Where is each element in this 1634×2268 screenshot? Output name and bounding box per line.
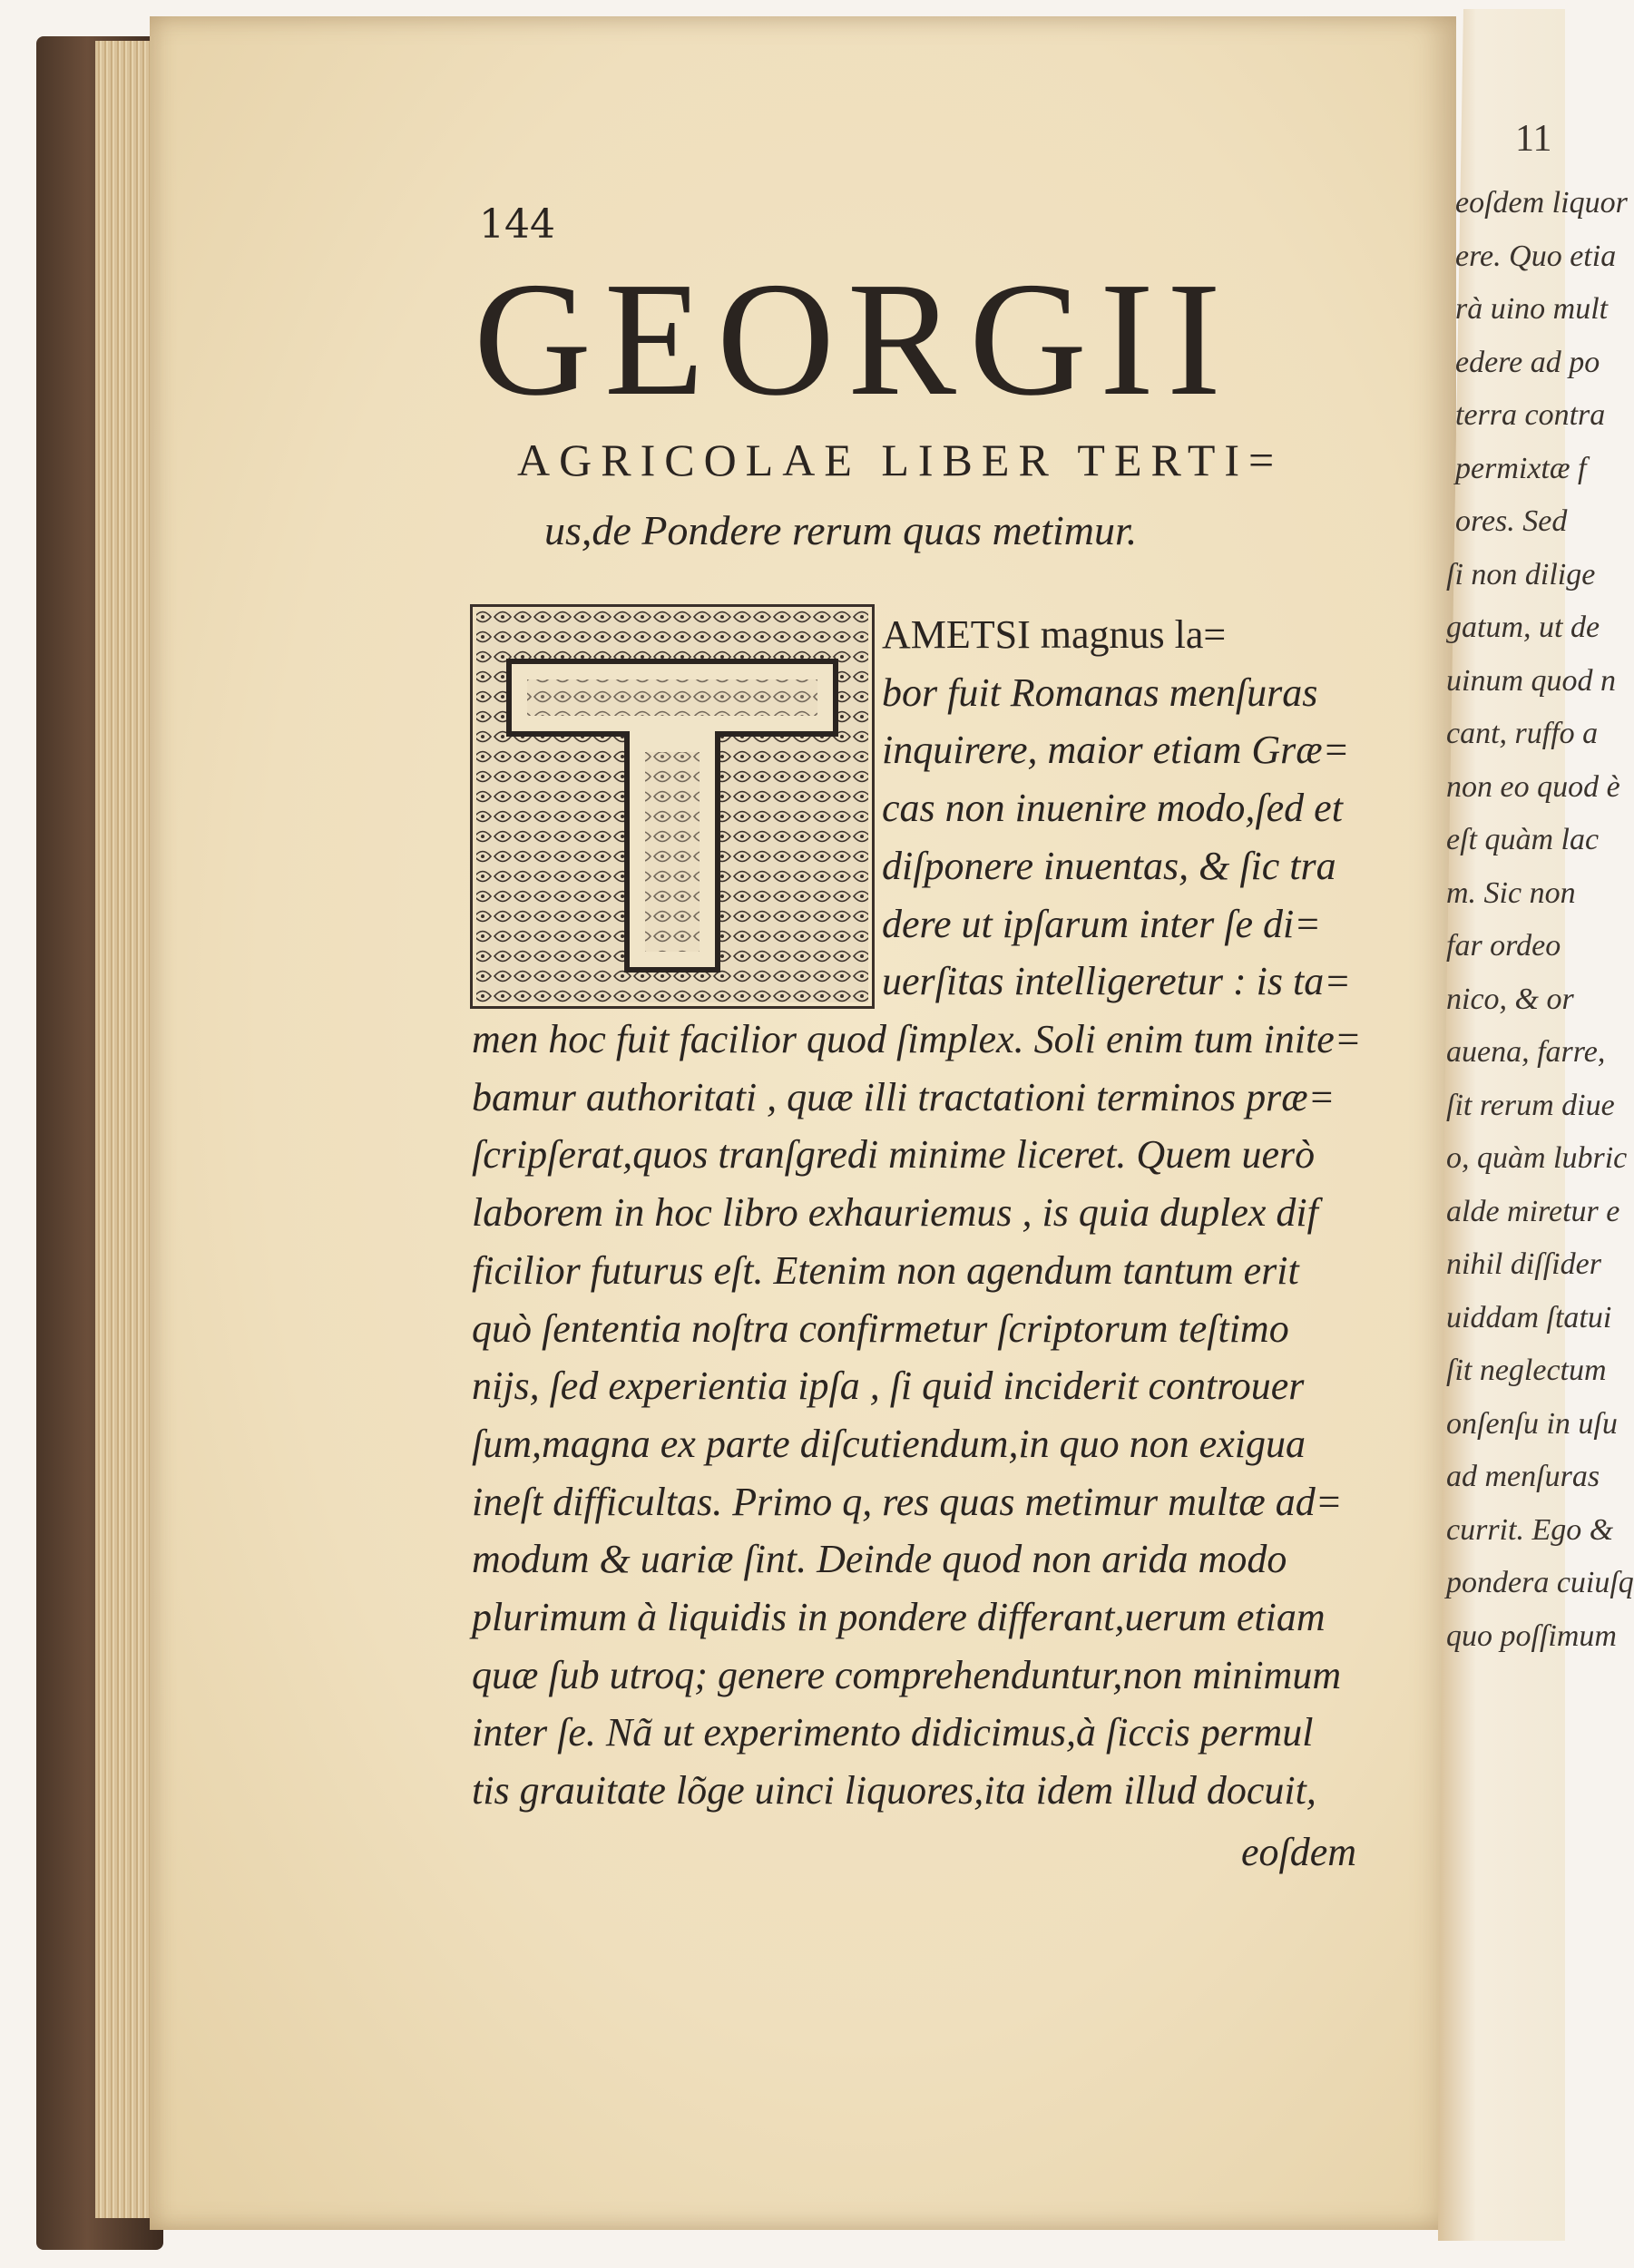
right-text-fragment: uiddam ſtatui bbox=[1446, 1300, 1612, 1334]
text-line: uerſitas intelligeretur : is ta= bbox=[882, 959, 1351, 1004]
text-line: quæ ſub utroq; genere comprehenduntur,non minimum bbox=[472, 1652, 1342, 1697]
text-line: bamur authoritati , quæ illi tractationi terminos præ= bbox=[472, 1074, 1336, 1119]
page-number: 144 bbox=[479, 201, 555, 248]
right-text-fragment: ere. Quo etia bbox=[1455, 239, 1617, 273]
right-text-fragment: rà uino mult bbox=[1455, 292, 1609, 326]
text-line: nijs, ſed experientia ipſa , ſi quid inciderit controuer bbox=[472, 1364, 1305, 1409]
text-line: inter ſe. Nã ut experimento didicimus,à ſiccis permul bbox=[472, 1710, 1314, 1755]
text-line: AMETSI magnus la= bbox=[882, 612, 1227, 657]
right-text-fragment: alde miretur e bbox=[1446, 1194, 1620, 1228]
right-text-fragment: eoſdem liquor bbox=[1455, 186, 1628, 220]
text-line: quò ſententia noſtra confirmetur ſcriptorum teſtimo bbox=[472, 1305, 1289, 1351]
right-text-fragment: eſt quàm lac bbox=[1446, 823, 1600, 856]
right-text-fragment: m. Sic non bbox=[1446, 875, 1576, 910]
text-line: ficilior futurus eſt. Etenim non agendum tantum erit bbox=[472, 1247, 1299, 1293]
right-text-fragment: non eo quod è bbox=[1446, 769, 1620, 804]
right-page-text bbox=[1443, 0, 1634, 2268]
right-text-fragment: ad menſuras bbox=[1446, 1460, 1600, 1493]
right-text-fragment: far ordeo bbox=[1446, 929, 1561, 963]
right-text-fragment: edere ad po bbox=[1455, 345, 1600, 379]
right-text-fragment: nihil diſſider bbox=[1446, 1247, 1601, 1281]
text-line: inquirere, maior etiam Græ= bbox=[882, 728, 1350, 773]
right-text-fragment: ores. Sed bbox=[1455, 504, 1568, 538]
text-line: cas non inuenire modo,ſed et bbox=[882, 786, 1343, 831]
right-text-fragment: cant, ruffo a bbox=[1446, 717, 1599, 750]
right-page-number: 11 bbox=[1515, 118, 1552, 160]
decorated-initial bbox=[470, 604, 875, 1009]
text-line: plurimum à liquidis in pondere differant,uerum etiam bbox=[472, 1595, 1326, 1639]
right-text-fragment: terra contra bbox=[1455, 398, 1606, 432]
text-line: laborem in hoc libro exhauriemus , is quia duplex dif bbox=[472, 1190, 1318, 1236]
right-text-fragment: o, quàm lubric bbox=[1446, 1141, 1628, 1175]
text-line: men hoc fuit facilior quod ſimplex. Soli enim tum inite= bbox=[472, 1017, 1362, 1061]
right-text-fragment: ſit rerum diue bbox=[1446, 1088, 1615, 1122]
right-text-fragment: auena, farre, bbox=[1446, 1035, 1606, 1069]
right-text-fragment: ſit neglectum bbox=[1446, 1354, 1607, 1387]
right-text-fragment: ſi non dilige bbox=[1446, 557, 1596, 591]
page-title: GEORGII bbox=[474, 249, 1234, 429]
right-text-fragment: quo poſſimum bbox=[1446, 1618, 1617, 1653]
subtitle-line-1: AGRICOLAE LIBER TERTI= bbox=[517, 435, 1284, 485]
subtitle-line-2: us,de Pondere rerum quas metimur. bbox=[544, 507, 1138, 553]
text-line: ſcripſerat,quos tranſgredi minime liceret. Quem uerò bbox=[472, 1132, 1316, 1178]
text-line: ſum,magna ex parte diſcutiendum,in quo non exigua bbox=[472, 1421, 1306, 1466]
right-text-fragment: pondera cuiuſq bbox=[1446, 1566, 1634, 1599]
text-line: ineſt difficultas. Primo q, res quas metimur multæ ad= bbox=[472, 1479, 1343, 1524]
text-line: tis grauitate lõge uinci liquores,ita idem illud docuit, bbox=[472, 1768, 1316, 1813]
right-text-fragment: permixtæ f bbox=[1455, 451, 1587, 485]
right-text-fragment: currit. Ego & bbox=[1446, 1512, 1614, 1547]
text-line: modum & uariæ ſint. Deinde quod non arida modo bbox=[472, 1537, 1287, 1582]
right-text-fragment: onſenſu in uſu bbox=[1446, 1406, 1618, 1441]
catchword: eoſdem bbox=[1241, 1830, 1357, 1874]
text-line: bor fuit Romanas menſuras bbox=[882, 670, 1318, 715]
right-text-fragment: nico, & or bbox=[1446, 982, 1574, 1016]
text-line: dere ut ipſarum inter ſe di= bbox=[882, 901, 1321, 946]
text-line: diſponere inuentas, & ſic tra bbox=[882, 843, 1336, 888]
right-text-fragment: gatum, ut de bbox=[1446, 611, 1600, 644]
right-text-fragment: uinum quod n bbox=[1446, 663, 1616, 698]
ornament-icon bbox=[473, 607, 872, 1006]
